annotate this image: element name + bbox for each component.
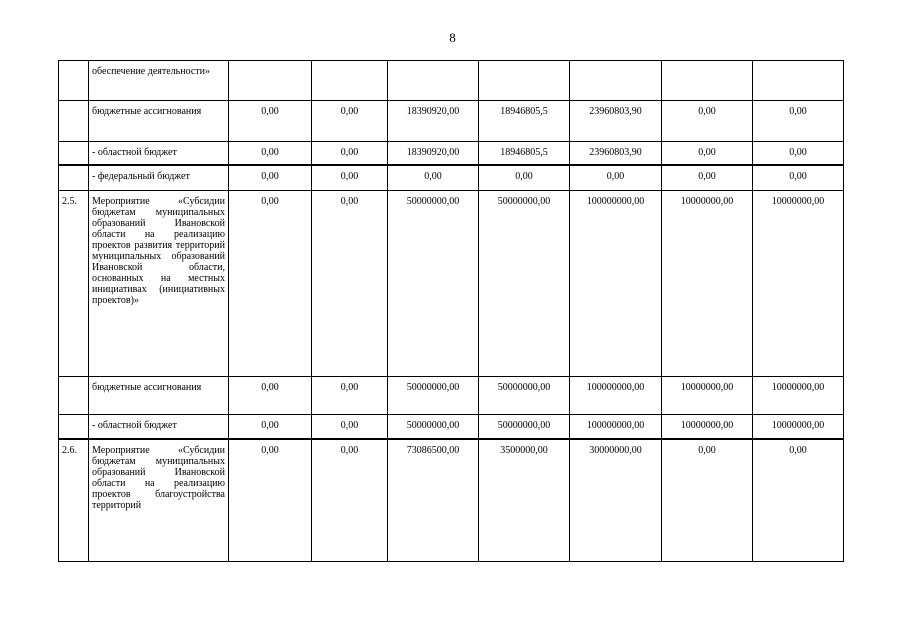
value-cell: 0,00 — [753, 142, 844, 165]
value-cell: 0,00 — [229, 377, 312, 415]
value-cell — [570, 61, 662, 101]
value-cell — [662, 61, 753, 101]
value-cell: 0,00 — [662, 142, 753, 165]
value-cell — [388, 61, 479, 101]
value-cell: 0,00 — [312, 377, 388, 415]
row-name: - областной бюджет — [89, 142, 229, 165]
table-row — [59, 415, 844, 439]
row-number — [59, 101, 89, 142]
row-number — [59, 142, 89, 165]
value-cell: 10000000,00 — [662, 415, 753, 439]
value-cell — [312, 61, 388, 101]
value-cell: 10000000,00 — [753, 377, 844, 415]
table-row — [59, 439, 844, 562]
value-cell — [479, 61, 570, 101]
value-cell: 0,00 — [312, 415, 388, 439]
value-cell: 18946805,5 — [479, 101, 570, 142]
value-cell: 0,00 — [229, 439, 312, 562]
row-number: 2.6. — [59, 439, 89, 562]
row-number — [59, 377, 89, 415]
value-cell: 0,00 — [312, 142, 388, 165]
value-cell: 0,00 — [312, 191, 388, 377]
value-cell: 0,00 — [388, 165, 479, 191]
value-cell: 50000000,00 — [388, 191, 479, 377]
value-cell: 18390920,00 — [388, 142, 479, 165]
value-cell: 10000000,00 — [753, 415, 844, 439]
row-number: 2.5. — [59, 191, 89, 377]
value-cell: 3500000,00 — [479, 439, 570, 562]
value-cell: 0,00 — [312, 165, 388, 191]
row-name: бюджетные ассигнования — [89, 101, 229, 142]
row-number — [59, 61, 89, 101]
value-cell: 50000000,00 — [388, 377, 479, 415]
value-cell: 0,00 — [229, 415, 312, 439]
value-cell: 10000000,00 — [662, 191, 753, 377]
value-cell: 18390920,00 — [388, 101, 479, 142]
row-name: Мероприятие «Субсидии бюджетам муниципальных образований Ивановской области на реализацию проектов развития территорий муниципальных образований Ивановской области, основанных на местных инициативах (инициативных проектов)» — [89, 191, 229, 377]
row-number — [59, 165, 89, 191]
value-cell: 0,00 — [662, 165, 753, 191]
value-cell: 0,00 — [312, 439, 388, 562]
value-cell: 0,00 — [753, 165, 844, 191]
budget-table — [58, 60, 844, 562]
value-cell: 30000000,00 — [570, 439, 662, 562]
row-number — [59, 415, 89, 439]
table-row — [59, 101, 844, 142]
value-cell: 50000000,00 — [479, 377, 570, 415]
table-row — [59, 142, 844, 165]
table-row — [59, 165, 844, 191]
value-cell: 0,00 — [662, 101, 753, 142]
value-cell: 0,00 — [570, 165, 662, 191]
value-cell: 10000000,00 — [662, 377, 753, 415]
value-cell: 50000000,00 — [479, 191, 570, 377]
value-cell: 23960803,90 — [570, 101, 662, 142]
value-cell: 0,00 — [229, 101, 312, 142]
value-cell: 0,00 — [229, 142, 312, 165]
row-name: - федеральный бюджет — [89, 165, 229, 191]
table-row — [59, 377, 844, 415]
value-cell: 100000000,00 — [570, 415, 662, 439]
value-cell: 73086500,00 — [388, 439, 479, 562]
row-name: обеспечение деятельности» — [89, 61, 229, 101]
value-cell: 0,00 — [229, 191, 312, 377]
value-cell: 0,00 — [479, 165, 570, 191]
value-cell: 18946805,5 — [479, 142, 570, 165]
value-cell — [229, 61, 312, 101]
value-cell: 100000000,00 — [570, 191, 662, 377]
value-cell: 50000000,00 — [479, 415, 570, 439]
value-cell: 23960803,90 — [570, 142, 662, 165]
table-row — [59, 61, 844, 101]
table-row — [59, 191, 844, 377]
value-cell: 10000000,00 — [753, 191, 844, 377]
row-name: Мероприятие «Субсидии бюджетам муниципальных образований Ивановской области на реализацию проектов благоустройства территорий — [89, 439, 229, 562]
value-cell: 0,00 — [753, 439, 844, 562]
value-cell: 50000000,00 — [388, 415, 479, 439]
row-name: - областной бюджет — [89, 415, 229, 439]
row-name: бюджетные ассигнования — [89, 377, 229, 415]
value-cell — [753, 61, 844, 101]
value-cell: 0,00 — [229, 165, 312, 191]
value-cell: 0,00 — [662, 439, 753, 562]
value-cell: 0,00 — [753, 101, 844, 142]
value-cell: 100000000,00 — [570, 377, 662, 415]
page-number: 8 — [449, 30, 456, 45]
value-cell: 0,00 — [312, 101, 388, 142]
